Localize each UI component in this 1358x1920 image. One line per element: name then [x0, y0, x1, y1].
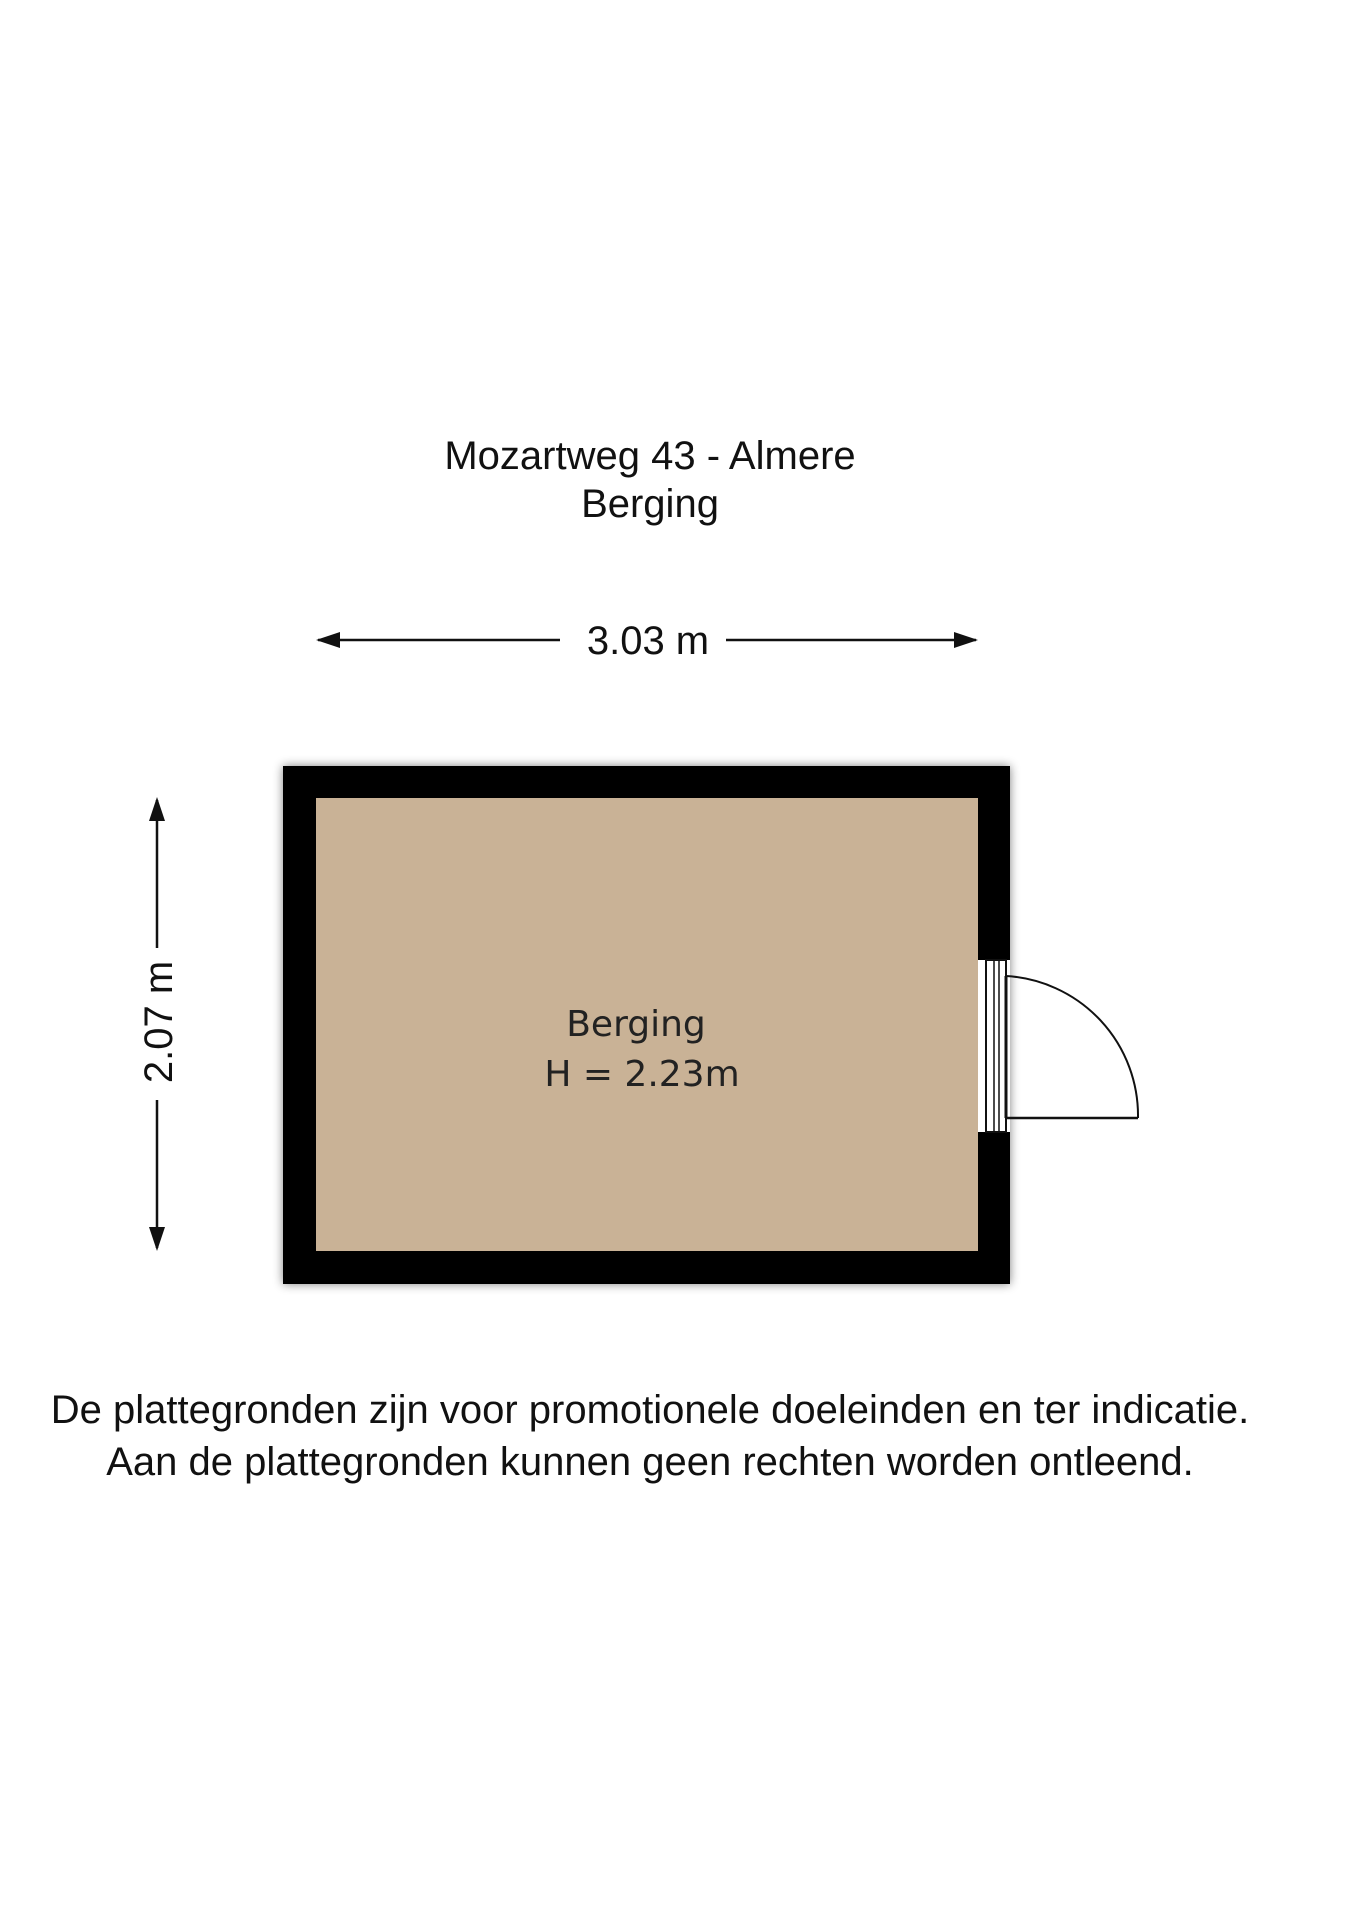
height-dimension — [137, 797, 181, 1251]
floor-title: Berging — [581, 482, 719, 526]
door-swing-arc — [1006, 976, 1138, 1118]
disclaimer — [0, 1384, 1300, 1488]
disclaimer-line-2: Aan de plattegronden kunnen geen rechten worden ontleend. — [106, 1440, 1194, 1484]
height-arrow-top — [149, 797, 165, 821]
room-ceiling-height: H = 2.23m — [544, 1054, 740, 1095]
height-arrow-bottom — [149, 1227, 165, 1251]
width-dimension — [316, 619, 978, 663]
width-arrow-left — [316, 632, 340, 648]
door — [978, 960, 1138, 1132]
height-label: 2.07 m — [137, 960, 181, 1084]
room-name: Berging — [566, 1004, 706, 1045]
disclaimer-line-1: De plattegronden zijn voor promotionele doeleinden en ter indicatie. — [50, 1388, 1250, 1432]
address-title: Mozartweg 43 - Almere — [444, 434, 856, 478]
door-frame — [986, 960, 1006, 1132]
width-arrow-right — [954, 632, 978, 648]
width-label: 3.03 m — [586, 619, 710, 663]
